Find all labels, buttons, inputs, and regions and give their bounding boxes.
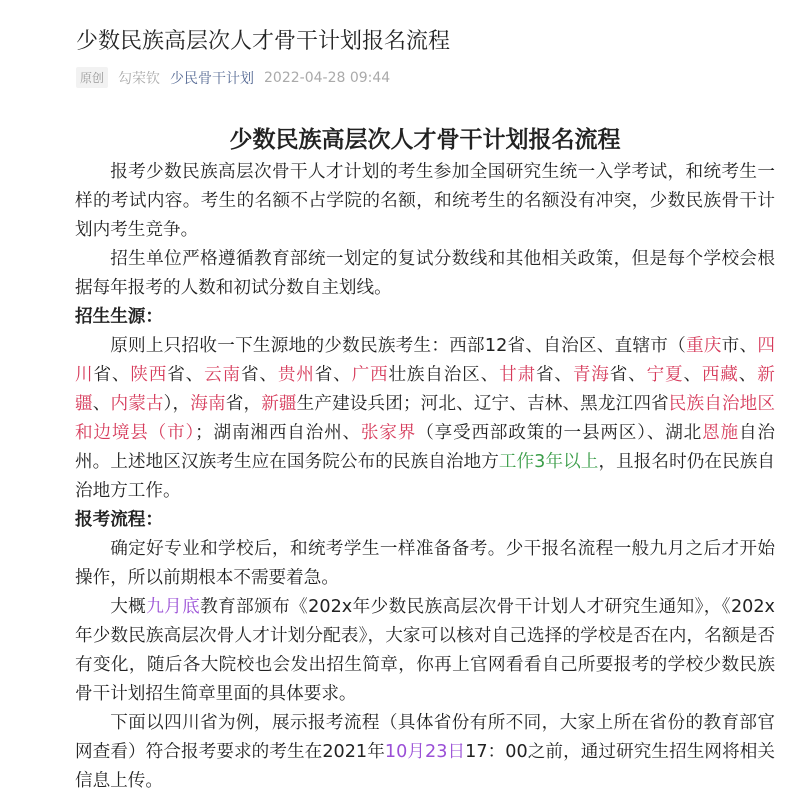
text-segment: （享受西部政策的一县两区）、湖北: [416, 423, 703, 443]
paragraph: [75, 709, 775, 796]
paragraph: [75, 332, 775, 506]
text-segment: 生产建设兵团；河北、辽宁、吉林、黑龙江四省: [296, 394, 669, 414]
paragraph: [75, 535, 775, 593]
publish-datetime: 2022-04-28 09:44: [264, 69, 391, 86]
highlight-text: 九月底: [146, 597, 201, 617]
article-heading: 少数民族高层次人才骨干计划报名流程: [229, 127, 621, 153]
section-heading: [75, 506, 775, 535]
paragraph: [75, 245, 775, 303]
highlight-text: 张家界: [360, 423, 417, 443]
highlight-text: 宁夏: [646, 365, 684, 385]
highlight-text: 新疆: [75, 365, 775, 414]
highlight-text: 云南: [204, 365, 241, 385]
article-body: [75, 124, 775, 796]
text-segment: 、: [683, 365, 702, 385]
text-segment: 省、: [93, 365, 131, 385]
original-badge: 原创: [76, 67, 108, 88]
text-segment: ，且报名时仍在民族自治地方工作。: [75, 452, 775, 501]
text-segment: 招生单位严格遵循教育部统一划定的复试分数线和其他相关政策，但是每个学校会根据每年报考的人数和初试分数自主划线。: [75, 249, 775, 298]
text-segment: 省、: [167, 365, 205, 385]
text-segment: ），: [163, 394, 191, 414]
highlight-text: 民族自治地区和边境县（市）: [75, 394, 775, 443]
text-segment: 大概: [110, 597, 147, 617]
highlight-text: 四川: [75, 336, 775, 385]
text-segment: 下面以四川省为例，展示报考流程（具体省份有所不同，大家上所在省份的教育部官网查看）符合报考要求的考生在2021年: [75, 713, 775, 762]
text-segment: 原则上只招收一下生源地的少数民族考生：西部12省、自治区、直辖市（: [110, 336, 686, 356]
text-segment: 省、: [535, 365, 573, 385]
highlight-text: 陕西: [130, 365, 168, 385]
highlight-text: 重庆: [685, 336, 722, 356]
highlight-text: 青海: [572, 365, 610, 385]
section-heading: [75, 303, 775, 332]
text-segment: 报考少数民族高层次骨干人才计划的考生参加全国研究生统一入学考试，和统考生一样的考试内容。考生的名额不占学院的名额，和统考生的名额没有冲突，少数民族骨干计划内考生竞争。: [75, 162, 775, 240]
highlight-text: 工作3年以上: [498, 452, 599, 472]
article-meta: [76, 67, 390, 88]
highlight-text: 广西: [351, 365, 389, 385]
text-segment: 省、: [609, 365, 647, 385]
highlight-text: 10月23日: [384, 742, 466, 762]
text-segment: 教育部颁布《202x年少数民族高层次骨干计划人才研究生通知》，《202x年少数民族高层次骨人才计划分配表》，大家可以核对自己选择的学校是否在内，名额是否有变化，随后各大院校也会发出招生简章，你再上官网看看自己所要报考的学校少数民族骨干计划招生简章里面的具体要求。: [75, 597, 775, 704]
highlight-text: 甘肃: [499, 365, 536, 385]
text-segment: 、: [92, 394, 111, 414]
highlight-text: 贵州: [277, 365, 315, 385]
text-segment: 省、: [314, 365, 352, 385]
account-link[interactable]: 少民骨干计划: [170, 70, 255, 87]
highlight-text: 西藏: [701, 365, 739, 385]
text-segment: 市、: [721, 336, 758, 356]
highlight-text: 新疆: [261, 394, 297, 414]
highlight-text: 内蒙古: [110, 394, 164, 414]
text-segment: 省，: [225, 394, 262, 414]
paragraph: [75, 593, 775, 709]
text-segment: 、: [738, 365, 758, 385]
article-title: 少数民族高层次人才骨干计划报名流程: [76, 29, 451, 54]
text-segment: 省、: [240, 365, 278, 385]
text-segment: 招生生源：: [75, 307, 163, 327]
highlight-text: 恩施: [702, 423, 739, 443]
text-segment: 17：00之前，通过研究生招生网将相关信息上传。: [75, 742, 776, 791]
author-name: 勾荣钦: [118, 70, 161, 87]
paragraph: [75, 158, 775, 245]
text-segment: 确定好专业和学校后，和统考学生一样准备备考。少干报名流程一般九月之后才开始操作，所以前期根本不需要着急。: [75, 539, 775, 588]
highlight-text: 海南: [190, 394, 226, 414]
text-segment: ；湖南湘西自治州、: [195, 423, 361, 443]
text-segment: 报考流程：: [75, 510, 163, 530]
text-segment: 自治州。上述地区汉族考生应在国务院公布的民族自治地方: [75, 423, 775, 472]
text-segment: 壮族自治区、: [388, 365, 500, 385]
